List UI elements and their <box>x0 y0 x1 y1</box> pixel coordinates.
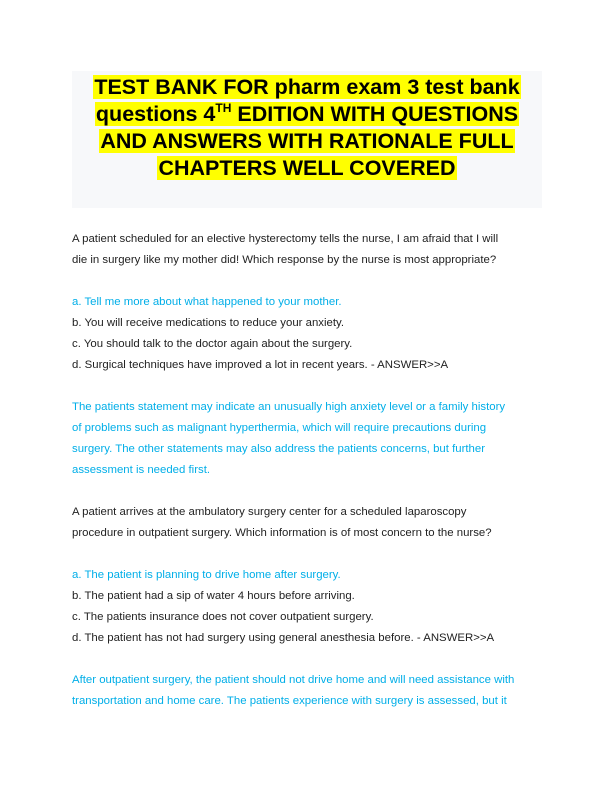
title-highlight <box>93 75 520 180</box>
title-part-a: TEST BANK FOR pharm exam 3 test bank questions 4 <box>94 75 520 126</box>
option: c. The patients insurance does not cover outpatient surgery. <box>72 611 374 623</box>
question-stem-line: die in surgery like my mother did! Which response by the nurse is most appropriate? <box>72 254 497 266</box>
option-correct: a. Tell me more about what happened to your mother. <box>72 296 342 308</box>
rationale-line: transportation and home care. The patients experience with surgery is assessed, but it <box>72 695 507 707</box>
question-stem-line: A patient scheduled for an elective hysterectomy tells the nurse, I am afraid that I will <box>72 233 499 245</box>
title-superscript: TH <box>215 101 232 115</box>
question-stem-line: procedure in outpatient surgery. Which information is of most concern to the nurse? <box>72 527 492 539</box>
document-title <box>72 71 542 182</box>
question-1 <box>72 229 542 481</box>
question-2 <box>72 502 542 712</box>
title-part-b: EDITION WITH QUESTIONS AND ANSWERS WITH RATIONALE FULL CHAPTERS WELL COVERED <box>100 102 519 180</box>
option: b. You will receive medications to reduce your anxiety. <box>72 317 345 329</box>
title-block <box>72 71 542 208</box>
rationale-line: surgery. The other statements may also address the patients concerns, but further <box>72 443 486 455</box>
option-with-answer: d. The patient has not had surgery using general anesthesia before. - ANSWER>>A <box>72 632 495 644</box>
rationale-line: The patients statement may indicate an unusually high anxiety level or a family history <box>72 401 506 413</box>
rationale-line: After outpatient surgery, the patient should not drive home and will need assistance with <box>72 674 515 686</box>
rationale-line: assessment is needed first. <box>72 464 211 476</box>
document-body <box>72 229 542 712</box>
question-stem-line: A patient arrives at the ambulatory surgery center for a scheduled laparoscopy <box>72 506 467 518</box>
option-correct: a. The patient is planning to drive home after surgery. <box>72 569 341 581</box>
option-with-answer: d. Surgical techniques have improved a lot in recent years. - ANSWER>>A <box>72 359 449 371</box>
option: c. You should talk to the doctor again about the surgery. <box>72 338 353 350</box>
rationale-line: of problems such as malignant hyperthermia, which will require precautions during <box>72 422 487 434</box>
option: b. The patient had a sip of water 4 hours before arriving. <box>72 590 355 602</box>
